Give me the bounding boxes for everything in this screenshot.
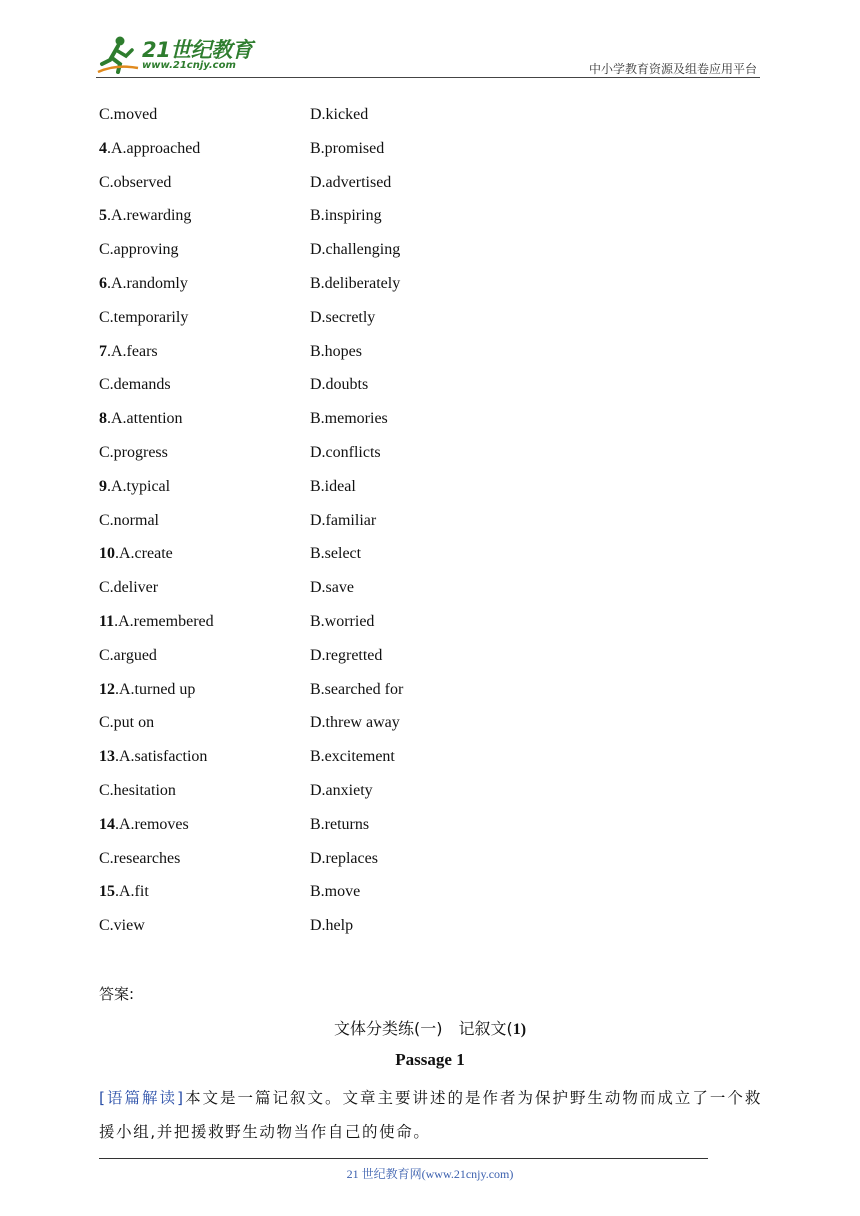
option-left	[99, 508, 159, 534]
option-text: .A.fears	[107, 342, 158, 360]
runner-logo-icon	[96, 34, 140, 76]
option-text: .A.approached	[107, 139, 201, 157]
option-right: B.inspiring	[310, 207, 382, 225]
option-left	[99, 541, 173, 567]
option-left	[99, 474, 170, 500]
option-left	[99, 812, 189, 838]
option-left	[99, 710, 154, 736]
option-left	[99, 237, 179, 263]
option-right: D.help	[310, 917, 354, 935]
option-right: D.challenging	[310, 241, 401, 259]
option-right: D.secretly	[310, 308, 376, 326]
option-text: .A.fit	[115, 883, 149, 901]
option-text: .A.create	[115, 545, 173, 563]
option-left	[99, 170, 171, 196]
question-number: 11	[99, 612, 115, 630]
option-right: B.ideal	[310, 477, 356, 495]
option-text: .A.randomly	[107, 274, 188, 292]
footer-text: 21 世纪教育网(www.21cnjy.com)	[346, 1167, 514, 1181]
answer-label: 答案:	[99, 985, 135, 1003]
option-right: B.deliberately	[310, 274, 401, 292]
option-right: D.save	[310, 579, 354, 597]
question-number: 10	[99, 545, 115, 563]
option-left	[99, 643, 157, 669]
question-number: 9	[99, 477, 107, 495]
option-right: D.threw away	[310, 714, 400, 732]
option-text: C.hesitation	[99, 781, 176, 799]
option-left	[99, 406, 183, 432]
option-right: D.doubts	[310, 376, 369, 394]
option-text: C.normal	[99, 511, 159, 529]
summary-text: 本文是一篇记叙文。文章主要讲述的是作者为保护野生动物而成立了一个救援小组,并把援救野生动物当作自己的使命。	[99, 1089, 762, 1141]
option-right: D.advertised	[310, 173, 392, 191]
question-number: 7	[99, 342, 107, 360]
option-right: B.promised	[310, 139, 385, 157]
option-left	[99, 913, 145, 939]
option-right: D.replaces	[310, 849, 378, 867]
question-number: 4	[99, 139, 107, 157]
question-number: 8	[99, 410, 107, 428]
option-left	[99, 879, 149, 905]
option-text: C.temporarily	[99, 308, 189, 326]
option-left	[99, 846, 180, 872]
option-text: C.argued	[99, 646, 157, 664]
option-left	[99, 440, 168, 466]
option-text: C.observed	[99, 173, 172, 191]
option-left	[99, 136, 200, 162]
option-right: D.anxiety	[310, 781, 373, 799]
passage-title: Passage 1	[395, 1050, 465, 1069]
option-left	[99, 102, 157, 128]
option-left	[99, 609, 214, 635]
question-number: 12	[99, 680, 115, 698]
option-right: B.excitement	[310, 748, 395, 766]
option-right: B.worried	[310, 612, 375, 630]
section-title-suffix: )	[520, 1021, 527, 1038]
summary-tag: [语篇解读]	[99, 1089, 185, 1107]
option-right: B.returns	[310, 815, 370, 833]
option-right: D.regretted	[310, 646, 383, 664]
page-header	[0, 0, 860, 90]
question-number: 6	[99, 274, 107, 292]
option-text: .A.removes	[115, 815, 189, 833]
option-right: B.memories	[310, 410, 388, 428]
passage-summary	[99, 1081, 762, 1149]
option-right: B.hopes	[310, 342, 362, 360]
option-text: .A.remembered	[114, 612, 214, 630]
option-text: .A.turned up	[115, 680, 196, 698]
header-divider	[96, 77, 760, 78]
option-left	[99, 203, 191, 229]
question-number: 14	[99, 815, 115, 833]
option-text: C.researches	[99, 849, 181, 867]
option-text: .A.typical	[107, 477, 171, 495]
option-left	[99, 575, 158, 601]
option-right: D.conflicts	[310, 443, 381, 461]
option-text: C.progress	[99, 443, 168, 461]
logo-text: 21世纪教育	[142, 38, 253, 62]
logo-url: www.21cnjy.com	[142, 60, 236, 71]
section-title-prefix: 文体分类练(一) 记叙文(	[333, 1019, 513, 1038]
option-right: D.familiar	[310, 511, 377, 529]
option-right: D.kicked	[310, 106, 369, 123]
option-left	[99, 339, 158, 365]
section-title	[0, 1016, 860, 1039]
option-text: C.deliver	[99, 579, 159, 597]
option-text: .A.attention	[107, 410, 183, 428]
option-left	[99, 305, 188, 331]
option-right: B.move	[310, 883, 361, 901]
option-right: B.select	[310, 545, 362, 563]
option-left	[99, 677, 195, 703]
footer-divider	[99, 1158, 708, 1159]
question-number: 15	[99, 883, 115, 901]
option-left	[99, 372, 171, 398]
logo	[96, 34, 266, 78]
platform-name: 中小学教育资源及组卷应用平台	[588, 62, 757, 76]
option-text: C.approving	[99, 241, 179, 259]
option-left	[99, 778, 176, 804]
option-text: C.put on	[99, 714, 155, 732]
option-text: C.view	[99, 917, 145, 935]
option-left	[99, 271, 188, 297]
question-number: 5	[99, 207, 107, 225]
question-number: 13	[99, 748, 115, 766]
option-text: .A.satisfaction	[115, 748, 208, 766]
option-left	[99, 744, 207, 770]
option-right: B.searched for	[310, 680, 404, 698]
option-text: .A.rewarding	[107, 207, 192, 225]
option-text: C.moved	[99, 106, 158, 123]
section-title-number: 1	[512, 1021, 521, 1038]
option-text: C.demands	[99, 376, 171, 394]
